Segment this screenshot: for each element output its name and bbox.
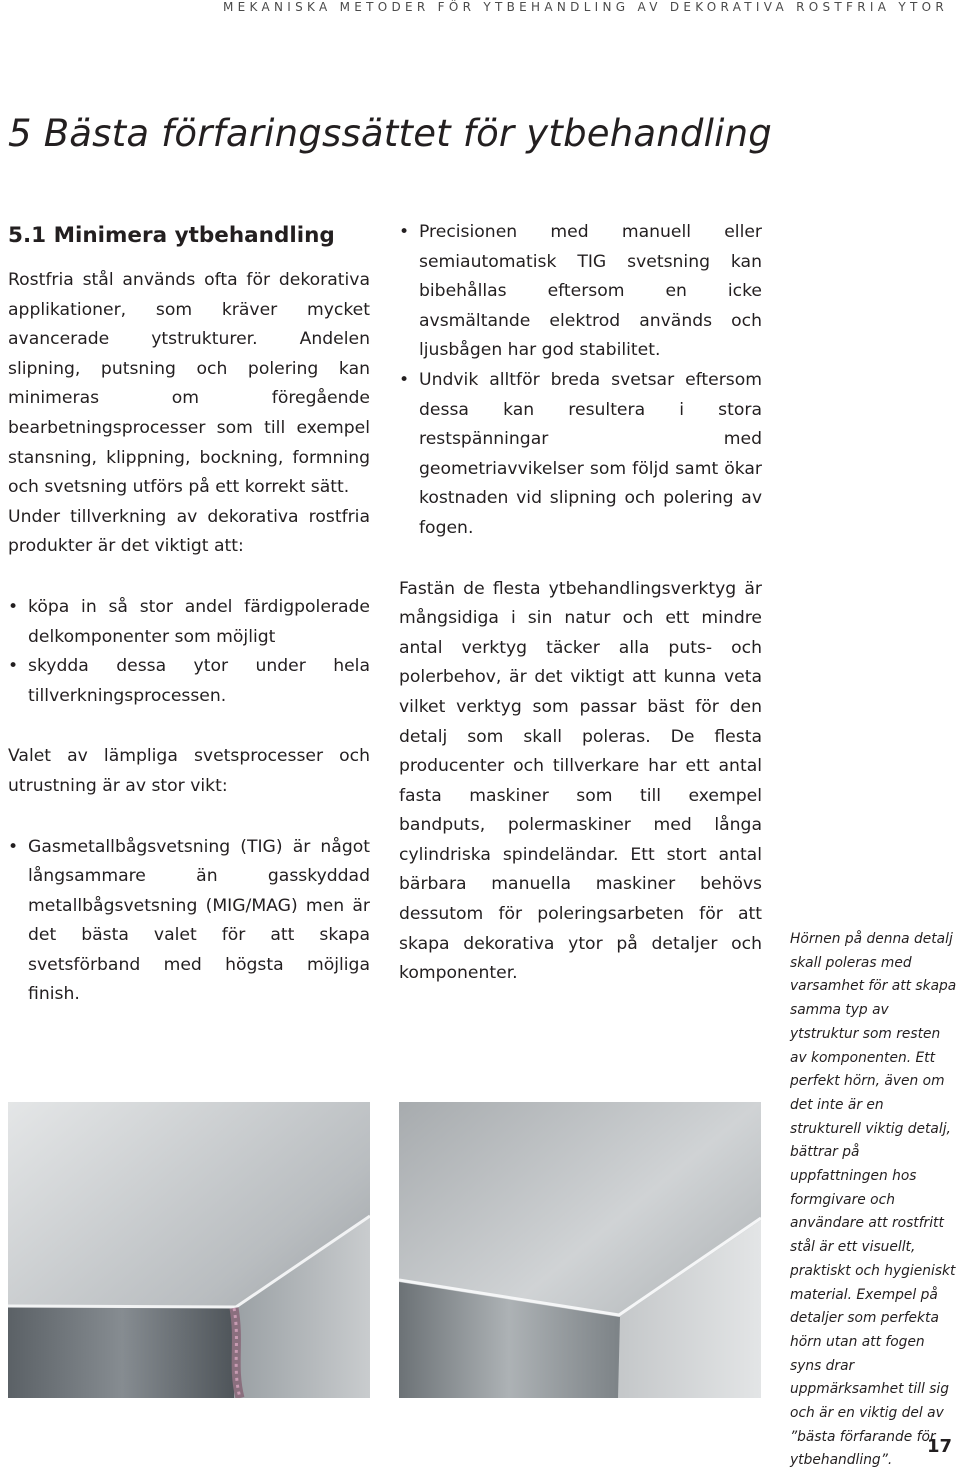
bullet-list-tig <box>399 218 762 544</box>
under-paragraph: Under tillverkning av dekorativa rostfria produkter är det viktigt att: <box>8 506 370 557</box>
section-heading: 5.1 Minimera ytbehandling <box>8 223 335 248</box>
running-head: MEKANISKA METODER FÖR YTBEHANDLING AV DEKORATIVA ROSTFRIA YTOR <box>222 0 948 14</box>
intro-paragraph: Rostfria stål används ofta för dekorativa applikationer, som kräver mycket avancerade ytstrukturer. Andelen slipning, putsning och polering kan minimeras om föregående bearbetningsprocesser som till exempel stansning, klippning, bockning, formning och svetsning utförs på ett korrekt sätt. <box>8 270 370 498</box>
left-column <box>8 220 370 1010</box>
list-item: • skydda dessa ytor under hela tillverkningsprocessen. <box>8 652 370 711</box>
page-number: 17 <box>926 1436 952 1457</box>
polished-corner-illustration <box>399 1102 761 1398</box>
polished-corner-photo <box>399 1102 761 1398</box>
tools-paragraph: Fastän de flesta ytbehandlingsverktyg är mångsidiga i sin natur och ett mindre antal verktyg täcker alla puts- och polerbehov, är det viktigt att kunna veta vilket verktyg som passar bäst för den detalj som skall poleras. De flesta producenter och tillverkare har ett antal fasta maskiner som till exempel bandputs, polermaskiner med långa cylindriska spindeländar. Ett stort antal bärbara manuella maskiner behövs dessutom för poleringsarbeten för att skapa dekorativa ytor på detaljer och komponenter. <box>399 578 762 984</box>
valet-paragraph: Valet av lämpliga svetsprocesser och utrustning är av stor vikt: <box>8 746 370 796</box>
bullet-list-welding <box>8 833 370 1011</box>
chapter-title: 5 Bästa förfaringssättet för ytbehandling <box>8 112 772 155</box>
bullet-list-protect <box>8 593 370 711</box>
list-item: • Undvik alltför breda svetsar eftersom dessa kan resultera i stora restspänningar med geometriavvikelser som följd samt ökar kostnaden vid slipning och polering av fogen. <box>399 366 762 544</box>
list-item: • Precisionen med manuell eller semiautomatisk TIG svetsning kan bibehållas eftersom en icke avsmältande elektrod används och ljusbågen har god stabilitet. <box>399 218 762 366</box>
welded-corner-illustration <box>8 1102 370 1398</box>
list-item: • köpa in så stor andel färdigpolerade delkomponenter som möjligt <box>8 593 370 652</box>
welded-corner-photo <box>8 1102 370 1398</box>
photo-caption: Hörnen på denna detalj skall poleras med varsamhet för att skapa samma typ av ytstruktur som resten av komponenten. Ett perfekt hörn, även om det inte är en strukturell viktig detalj, bättrar på uppfattningen hos formgivare och användare att rostfritt stål är ett visuellt, praktiskt och hygieniskt material. Exempel på detaljer som perfekta hörn utan att fogen syns drar uppmärksamhet till sig och är en viktig del av ”bästa förfarande för ytbehandling”. <box>790 931 957 1469</box>
list-item: • Gasmetallbågsvetsning (TIG) är något långsammare än gasskyddad metallbågsvetsning (MIG/MAG) men är det bästa valet för att skapa svetsförband med högsta möjliga finish. <box>8 833 370 1011</box>
right-column <box>399 218 762 989</box>
